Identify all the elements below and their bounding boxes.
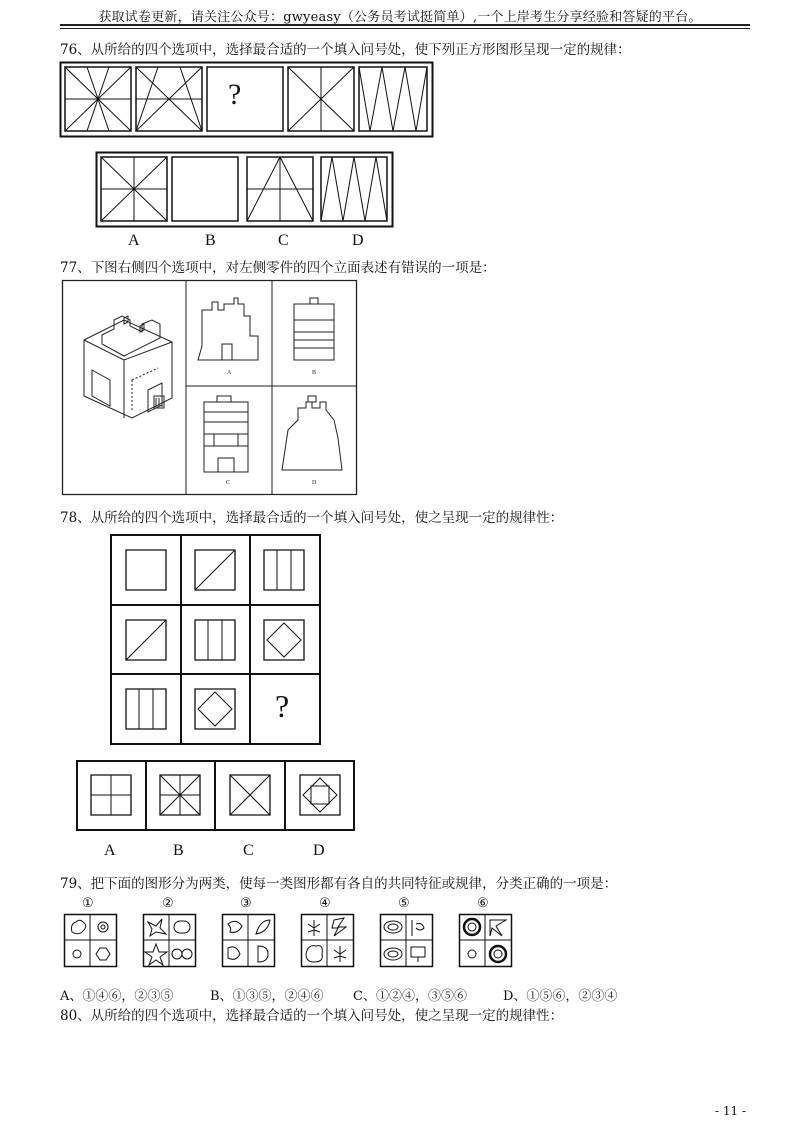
q77-figure	[62, 280, 358, 496]
svg-text:A: A	[227, 370, 232, 376]
question-79-text: 79、把下面的图形分为两类，使每一类图形都有各自的共同特征或规律，分类正确的一项是：	[60, 876, 618, 892]
q76-question-mark: ?	[228, 78, 242, 111]
q78-options-figure	[76, 760, 356, 832]
page-header: 获取试卷更新，请关注公众号：gwyeasy（公务员考试挺简单）,一个上岸考生分享经验和答疑的平台。	[98, 10, 702, 25]
question-77-text: 77、下图右侧四个选项中，对左侧零件的四个立面表述有错误的一项是：	[60, 260, 496, 276]
q79-choice-a[interactable]: A、①④⑥，②③⑤	[60, 989, 174, 1004]
svg-text:D: D	[312, 480, 317, 486]
question-80-text: 80、从所给的四个选项中，选择最合适的一个填入问号处，使之呈现一定的规律性：	[60, 1008, 564, 1024]
q78-option-a: A	[104, 842, 116, 859]
q79-figures	[64, 914, 520, 970]
q79-choice-c[interactable]: C、①②④，③⑤⑥	[353, 989, 467, 1004]
svg-text:B: B	[312, 370, 317, 376]
q78-option-b: B	[173, 842, 184, 859]
page-number: - 11 -	[714, 1104, 746, 1118]
q76-option-c: C	[278, 232, 289, 249]
q79-figure-label-5: ⑤	[398, 896, 410, 911]
q79-figure-label-2: ②	[162, 896, 174, 911]
question-76-text: 76、从所给的四个选项中，选择最合适的一个填入问号处，使下列正方形图形呈现一定的规律：	[60, 42, 631, 58]
q79-choice-d[interactable]: D、①⑤⑥，②③④	[503, 989, 618, 1004]
q78-option-c: C	[243, 842, 254, 859]
q78-matrix-figure	[110, 534, 322, 746]
q76-option-b: B	[205, 232, 216, 249]
q78-option-d: D	[313, 842, 325, 859]
header-rule	[60, 24, 750, 26]
question-78-text: 78、从所给的四个选项中，选择最合适的一个填入问号处，使之呈现一定的规律性：	[60, 510, 564, 526]
q79-figure-label-6: ⑥	[477, 896, 489, 911]
q79-figure-label-1: ①	[82, 896, 94, 911]
q76-options-figure	[96, 152, 394, 228]
q76-option-d: D	[352, 232, 364, 249]
q79-figure-label-3: ③	[240, 896, 252, 911]
q79-choice-b[interactable]: B、①③⑤，②④⑥	[210, 989, 324, 1004]
svg-text:C: C	[226, 480, 231, 486]
q76-sequence-figure	[60, 62, 434, 138]
header-rule-thin	[60, 28, 750, 29]
q79-figure-label-4: ④	[319, 896, 331, 911]
q78-question-mark: ?	[275, 688, 290, 724]
q76-option-a: A	[128, 232, 140, 249]
